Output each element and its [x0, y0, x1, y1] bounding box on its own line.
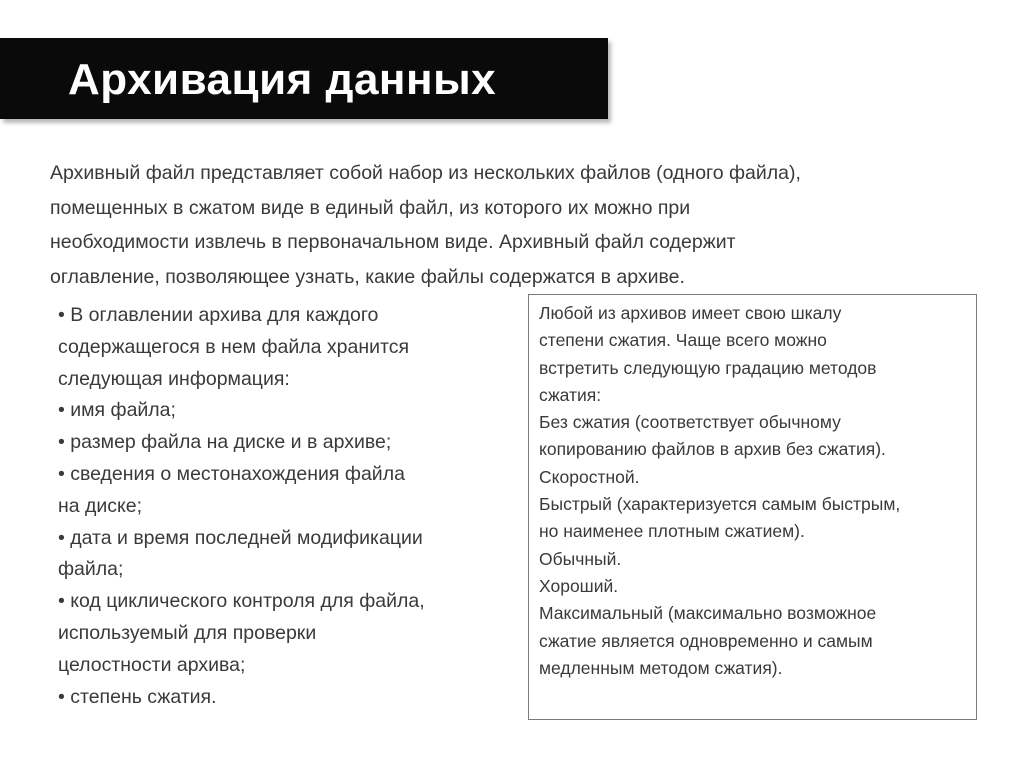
- box-line: степени сжатия. Чаще всего можно: [539, 330, 827, 351]
- box-line: Любой из архивов имеет свою шкалу: [539, 303, 842, 323]
- box-line: встретить следующую градацию методов: [539, 357, 877, 378]
- box-line: сжатие является одновременно и самым: [539, 630, 873, 651]
- intro-line: Архивный файл представляет собой набор из нескольких файлов (одного файла),: [50, 162, 801, 184]
- intro-line: оглавление, позволяющее узнать, какие файлы содержатся в архиве.: [50, 265, 685, 288]
- list-item: на диске;: [58, 494, 143, 517]
- list-item: • имя файла;: [58, 399, 176, 422]
- box-line: но наименее плотным сжатием).: [539, 521, 805, 542]
- box-line: Без сжатия (соответствует обычному: [539, 412, 841, 433]
- list-item: • степень сжатия.: [58, 685, 217, 708]
- list-item: • размер файла на диске и в архиве;: [58, 431, 392, 454]
- list-item: • сведения о местонахождения файла: [58, 462, 405, 485]
- list-item: целостности архива;: [58, 653, 246, 676]
- box-line: Обычный.: [539, 548, 622, 569]
- box-line: Быстрый (характеризуется самым быстрым,: [539, 494, 901, 515]
- box-line: Хороший.: [539, 575, 619, 596]
- compression-levels-text: [539, 300, 900, 682]
- list-item: содержащегося в нем файла хранится: [58, 335, 410, 358]
- list-item: следующая информация:: [58, 367, 290, 390]
- box-line: сжатия:: [539, 384, 602, 405]
- list-item: • В оглавлении архива для каждого: [58, 304, 379, 326]
- box-line: Скоростной.: [539, 466, 640, 487]
- intro-line: необходимости извлечь в первоначальном виде. Архивный файл содержит: [50, 231, 736, 253]
- box-line: Максимальный (максимально возможное: [539, 603, 877, 624]
- box-line: копированию файлов в архив без сжатия).: [539, 439, 886, 460]
- list-item: используемый для проверки: [58, 621, 317, 644]
- list-item: • дата и время последней модификации: [58, 526, 423, 549]
- slide-title: Архивация данных: [68, 55, 497, 104]
- list-item: • код циклического контроля для файла,: [58, 590, 425, 613]
- intro-paragraph: [50, 156, 980, 294]
- intro-line: помещенных в сжатом виде в единый файл, из которого их можно при: [50, 196, 691, 219]
- list-item: файла;: [58, 558, 124, 581]
- box-line: медленным методом сжатия).: [539, 657, 783, 678]
- compression-levels-box: [528, 294, 977, 720]
- archive-contents-list: [58, 300, 518, 713]
